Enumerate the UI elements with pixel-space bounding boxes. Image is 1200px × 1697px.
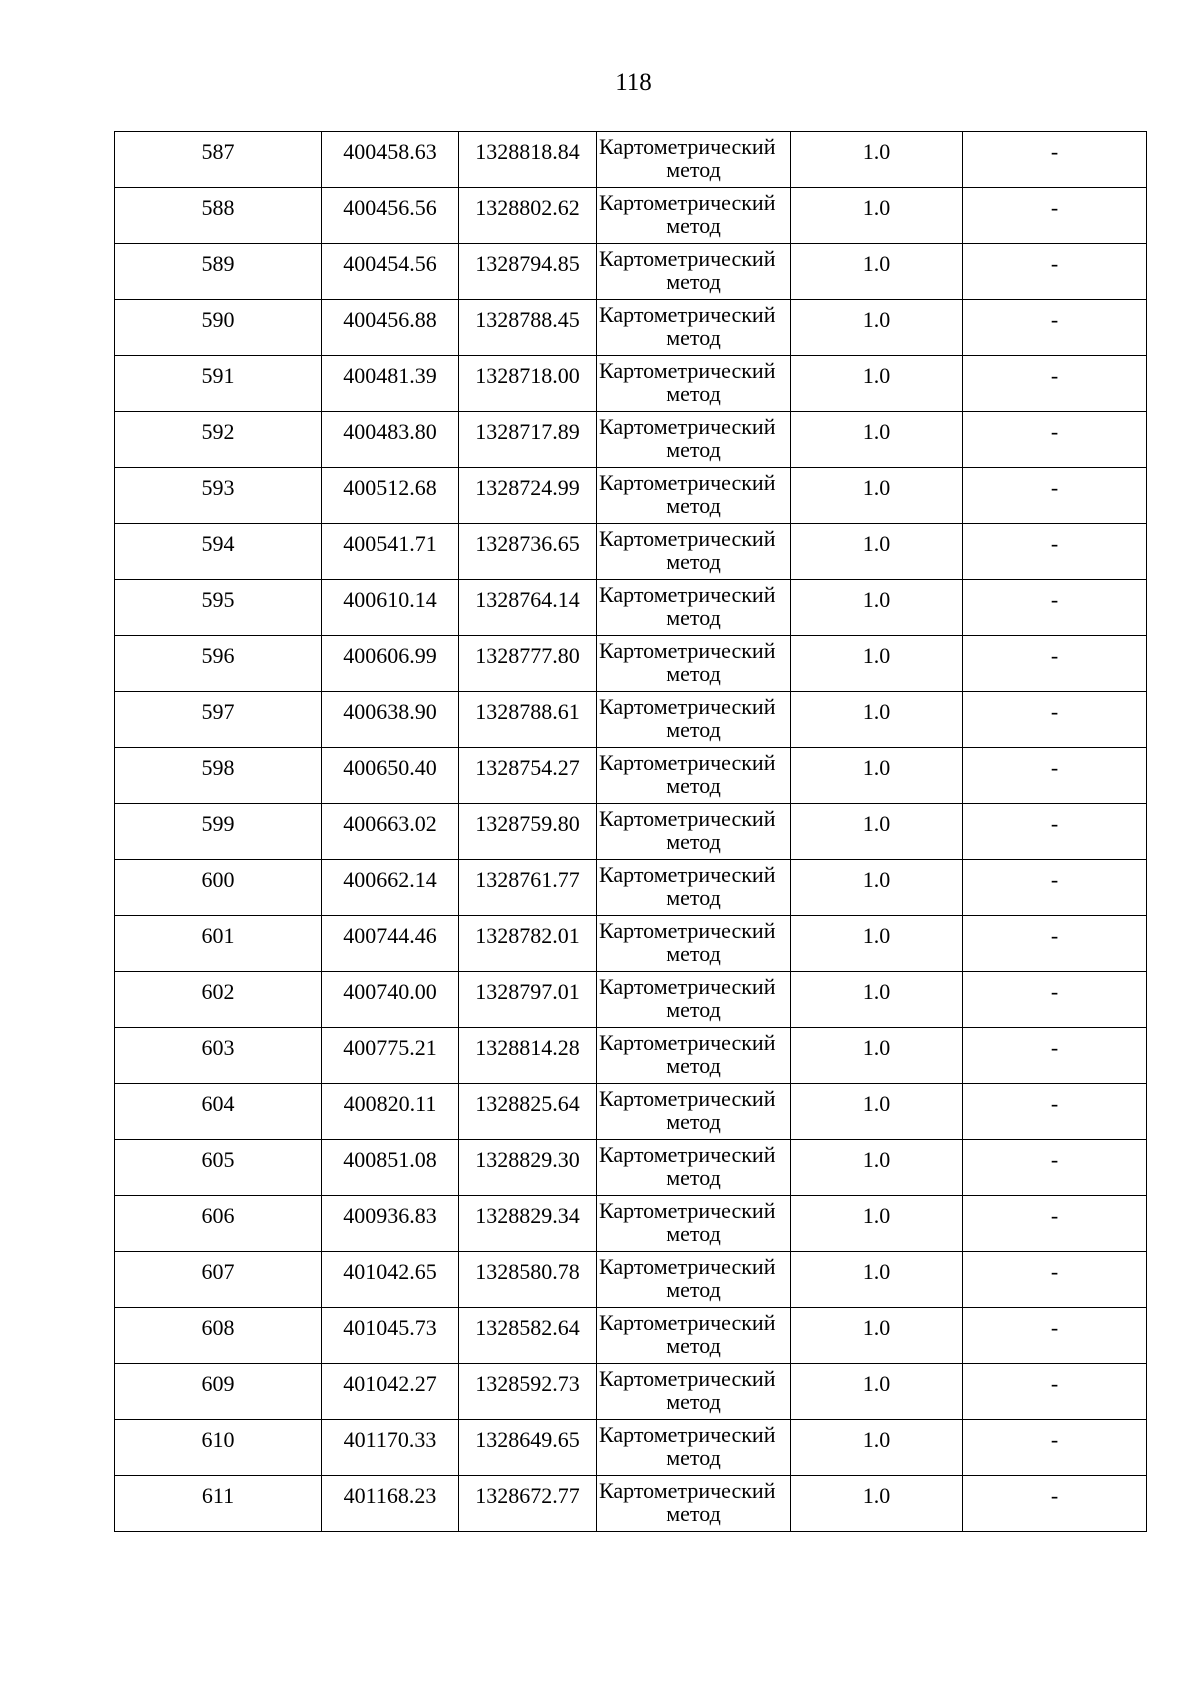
- y-coordinate-cell: 1328782.01: [459, 916, 597, 972]
- table-row: [115, 692, 1147, 748]
- accuracy-cell: 1.0: [791, 468, 963, 524]
- method-cell: [597, 972, 791, 1028]
- method-cell: [597, 1476, 791, 1532]
- accuracy-cell: 1.0: [791, 132, 963, 188]
- note-cell: -: [963, 636, 1147, 692]
- method-line-1: Картометрический: [599, 470, 776, 495]
- accuracy-cell: 1.0: [791, 188, 963, 244]
- method-line-1: Картометрический: [599, 918, 776, 943]
- method-line-2: метод: [666, 941, 721, 967]
- point-number-cell: 596: [115, 636, 322, 692]
- y-coordinate-cell: 1328814.28: [459, 1028, 597, 1084]
- method-cell: [597, 804, 791, 860]
- method-cell: [597, 356, 791, 412]
- method-line-1: Картометрический: [599, 1422, 776, 1447]
- method-line-1: Картометрический: [599, 358, 776, 383]
- y-coordinate-cell: 1328788.61: [459, 692, 597, 748]
- accuracy-cell: 1.0: [791, 1476, 963, 1532]
- point-number-cell: 591: [115, 356, 322, 412]
- y-coordinate-cell: 1328759.80: [459, 804, 597, 860]
- note-cell: -: [963, 1196, 1147, 1252]
- accuracy-cell: 1.0: [791, 636, 963, 692]
- point-number-cell: 601: [115, 916, 322, 972]
- method-line-1: Картометрический: [599, 806, 776, 831]
- method-cell: [597, 244, 791, 300]
- table-row: [115, 972, 1147, 1028]
- method-line-1: Картометрический: [599, 1086, 776, 1111]
- x-coordinate-cell: 401168.23: [322, 1476, 459, 1532]
- table-row: [115, 244, 1147, 300]
- point-number-cell: 606: [115, 1196, 322, 1252]
- point-number-cell: 598: [115, 748, 322, 804]
- note-cell: -: [963, 1140, 1147, 1196]
- note-cell: -: [963, 1364, 1147, 1420]
- x-coordinate-cell: 401170.33: [322, 1420, 459, 1476]
- x-coordinate-cell: 400650.40: [322, 748, 459, 804]
- y-coordinate-cell: 1328580.78: [459, 1252, 597, 1308]
- note-cell: -: [963, 860, 1147, 916]
- y-coordinate-cell: 1328718.00: [459, 356, 597, 412]
- method-line-1: Картометрический: [599, 694, 776, 719]
- x-coordinate-cell: 400456.56: [322, 188, 459, 244]
- table-row: [115, 468, 1147, 524]
- accuracy-cell: 1.0: [791, 580, 963, 636]
- x-coordinate-cell: 400512.68: [322, 468, 459, 524]
- note-cell: -: [963, 580, 1147, 636]
- point-number-cell: 597: [115, 692, 322, 748]
- table-row: [115, 1364, 1147, 1420]
- table-row: [115, 524, 1147, 580]
- point-number-cell: 609: [115, 1364, 322, 1420]
- accuracy-cell: 1.0: [791, 300, 963, 356]
- method-line-2: метод: [666, 605, 721, 631]
- method-cell: [597, 1196, 791, 1252]
- accuracy-cell: 1.0: [791, 412, 963, 468]
- method-cell: [597, 188, 791, 244]
- note-cell: -: [963, 524, 1147, 580]
- accuracy-cell: 1.0: [791, 244, 963, 300]
- x-coordinate-cell: 400775.21: [322, 1028, 459, 1084]
- method-line-1: Картометрический: [599, 638, 776, 663]
- note-cell: -: [963, 1476, 1147, 1532]
- point-number-cell: 607: [115, 1252, 322, 1308]
- x-coordinate-cell: 401045.73: [322, 1308, 459, 1364]
- method-line-2: метод: [666, 1501, 721, 1527]
- method-line-1: Картометрический: [599, 1254, 776, 1279]
- y-coordinate-cell: 1328788.45: [459, 300, 597, 356]
- method-line-2: метод: [666, 1333, 721, 1359]
- note-cell: -: [963, 356, 1147, 412]
- method-line-2: метод: [666, 1053, 721, 1079]
- method-line-2: метод: [666, 381, 721, 407]
- x-coordinate-cell: 401042.27: [322, 1364, 459, 1420]
- method-cell: [597, 524, 791, 580]
- method-line-2: метод: [666, 325, 721, 351]
- point-number-cell: 603: [115, 1028, 322, 1084]
- method-line-2: метод: [666, 269, 721, 295]
- method-cell: [597, 1084, 791, 1140]
- accuracy-cell: 1.0: [791, 748, 963, 804]
- accuracy-cell: 1.0: [791, 524, 963, 580]
- y-coordinate-cell: 1328754.27: [459, 748, 597, 804]
- table-row: [115, 412, 1147, 468]
- method-line-1: Картометрический: [599, 414, 776, 439]
- table-row: [115, 1420, 1147, 1476]
- point-number-cell: 611: [115, 1476, 322, 1532]
- table-row: [115, 1028, 1147, 1084]
- table-row: [115, 132, 1147, 188]
- y-coordinate-cell: 1328818.84: [459, 132, 597, 188]
- method-cell: [597, 1252, 791, 1308]
- method-line-2: метод: [666, 1165, 721, 1191]
- method-line-1: Картометрический: [599, 1198, 776, 1223]
- accuracy-cell: 1.0: [791, 1364, 963, 1420]
- note-cell: -: [963, 748, 1147, 804]
- table-row: [115, 748, 1147, 804]
- y-coordinate-cell: 1328672.77: [459, 1476, 597, 1532]
- note-cell: -: [963, 1252, 1147, 1308]
- method-line-2: метод: [666, 1445, 721, 1471]
- coordinates-table: [114, 131, 1147, 1532]
- method-cell: [597, 1028, 791, 1084]
- page-number: 118: [615, 69, 652, 96]
- note-cell: -: [963, 300, 1147, 356]
- y-coordinate-cell: 1328717.89: [459, 412, 597, 468]
- method-line-2: метод: [666, 1277, 721, 1303]
- point-number-cell: 587: [115, 132, 322, 188]
- x-coordinate-cell: 400936.83: [322, 1196, 459, 1252]
- note-cell: -: [963, 244, 1147, 300]
- method-line-1: Картометрический: [599, 750, 776, 775]
- point-number-cell: 600: [115, 860, 322, 916]
- y-coordinate-cell: 1328761.77: [459, 860, 597, 916]
- table-row: [115, 1084, 1147, 1140]
- method-line-1: Картометрический: [599, 1310, 776, 1335]
- note-cell: -: [963, 692, 1147, 748]
- y-coordinate-cell: 1328794.85: [459, 244, 597, 300]
- y-coordinate-cell: 1328797.01: [459, 972, 597, 1028]
- x-coordinate-cell: 400456.88: [322, 300, 459, 356]
- table-row: [115, 804, 1147, 860]
- y-coordinate-cell: 1328649.65: [459, 1420, 597, 1476]
- x-coordinate-cell: 400483.80: [322, 412, 459, 468]
- y-coordinate-cell: 1328736.65: [459, 524, 597, 580]
- point-number-cell: 595: [115, 580, 322, 636]
- method-cell: [597, 580, 791, 636]
- table-row: [115, 300, 1147, 356]
- point-number-cell: 590: [115, 300, 322, 356]
- note-cell: -: [963, 412, 1147, 468]
- accuracy-cell: 1.0: [791, 972, 963, 1028]
- method-line-2: метод: [666, 1389, 721, 1415]
- accuracy-cell: 1.0: [791, 916, 963, 972]
- method-cell: [597, 1308, 791, 1364]
- point-number-cell: 604: [115, 1084, 322, 1140]
- note-cell: -: [963, 1028, 1147, 1084]
- method-line-1: Картометрический: [599, 1030, 776, 1055]
- x-coordinate-cell: 400744.46: [322, 916, 459, 972]
- point-number-cell: 589: [115, 244, 322, 300]
- x-coordinate-cell: 400541.71: [322, 524, 459, 580]
- y-coordinate-cell: 1328829.30: [459, 1140, 597, 1196]
- y-coordinate-cell: 1328777.80: [459, 636, 597, 692]
- method-cell: [597, 636, 791, 692]
- accuracy-cell: 1.0: [791, 1420, 963, 1476]
- table-row: [115, 188, 1147, 244]
- method-cell: [597, 860, 791, 916]
- x-coordinate-cell: 400606.99: [322, 636, 459, 692]
- x-coordinate-cell: 401042.65: [322, 1252, 459, 1308]
- method-line-2: метод: [666, 437, 721, 463]
- method-line-2: метод: [666, 1109, 721, 1135]
- method-line-1: Картометрический: [599, 1142, 776, 1167]
- table-row: [115, 636, 1147, 692]
- point-number-cell: 602: [115, 972, 322, 1028]
- x-coordinate-cell: 400610.14: [322, 580, 459, 636]
- note-cell: -: [963, 804, 1147, 860]
- x-coordinate-cell: 400662.14: [322, 860, 459, 916]
- table-row: [115, 1252, 1147, 1308]
- coordinates-table-body: [115, 132, 1147, 1532]
- table-row: [115, 916, 1147, 972]
- x-coordinate-cell: 400458.63: [322, 132, 459, 188]
- note-cell: -: [963, 1084, 1147, 1140]
- x-coordinate-cell: 400851.08: [322, 1140, 459, 1196]
- method-line-2: метод: [666, 661, 721, 687]
- y-coordinate-cell: 1328724.99: [459, 468, 597, 524]
- note-cell: -: [963, 916, 1147, 972]
- method-line-2: метод: [666, 493, 721, 519]
- point-number-cell: 594: [115, 524, 322, 580]
- accuracy-cell: 1.0: [791, 1028, 963, 1084]
- table-row: [115, 1140, 1147, 1196]
- point-number-cell: 593: [115, 468, 322, 524]
- accuracy-cell: 1.0: [791, 1252, 963, 1308]
- method-cell: [597, 916, 791, 972]
- method-line-2: метод: [666, 773, 721, 799]
- point-number-cell: 588: [115, 188, 322, 244]
- accuracy-cell: 1.0: [791, 1084, 963, 1140]
- method-line-1: Картометрический: [599, 526, 776, 551]
- method-cell: [597, 468, 791, 524]
- method-cell: [597, 300, 791, 356]
- y-coordinate-cell: 1328582.64: [459, 1308, 597, 1364]
- x-coordinate-cell: 400740.00: [322, 972, 459, 1028]
- y-coordinate-cell: 1328764.14: [459, 580, 597, 636]
- method-line-1: Картометрический: [599, 1366, 776, 1391]
- note-cell: -: [963, 132, 1147, 188]
- method-cell: [597, 132, 791, 188]
- method-line-2: метод: [666, 549, 721, 575]
- table-row: [115, 356, 1147, 412]
- accuracy-cell: 1.0: [791, 692, 963, 748]
- table-row: [115, 1308, 1147, 1364]
- method-line-2: метод: [666, 717, 721, 743]
- point-number-cell: 592: [115, 412, 322, 468]
- y-coordinate-cell: 1328829.34: [459, 1196, 597, 1252]
- method-line-2: метод: [666, 213, 721, 239]
- method-cell: [597, 748, 791, 804]
- note-cell: -: [963, 972, 1147, 1028]
- method-cell: [597, 692, 791, 748]
- y-coordinate-cell: 1328592.73: [459, 1364, 597, 1420]
- x-coordinate-cell: 400820.11: [322, 1084, 459, 1140]
- x-coordinate-cell: 400638.90: [322, 692, 459, 748]
- method-line-1: Картометрический: [599, 1478, 776, 1503]
- point-number-cell: 608: [115, 1308, 322, 1364]
- y-coordinate-cell: 1328802.62: [459, 188, 597, 244]
- method-line-2: метод: [666, 157, 721, 183]
- method-line-2: метод: [666, 997, 721, 1023]
- method-line-1: Картометрический: [599, 190, 776, 215]
- method-line-1: Картометрический: [599, 246, 776, 271]
- accuracy-cell: 1.0: [791, 356, 963, 412]
- accuracy-cell: 1.0: [791, 860, 963, 916]
- method-line-1: Картометрический: [599, 974, 776, 999]
- method-cell: [597, 1420, 791, 1476]
- table-row: [115, 1196, 1147, 1252]
- x-coordinate-cell: 400663.02: [322, 804, 459, 860]
- y-coordinate-cell: 1328825.64: [459, 1084, 597, 1140]
- note-cell: -: [963, 468, 1147, 524]
- method-line-2: метод: [666, 1221, 721, 1247]
- method-line-1: Картометрический: [599, 134, 776, 159]
- method-cell: [597, 1140, 791, 1196]
- accuracy-cell: 1.0: [791, 1308, 963, 1364]
- accuracy-cell: 1.0: [791, 1196, 963, 1252]
- method-line-1: Картометрический: [599, 862, 776, 887]
- note-cell: -: [963, 1420, 1147, 1476]
- point-number-cell: 605: [115, 1140, 322, 1196]
- x-coordinate-cell: 400481.39: [322, 356, 459, 412]
- point-number-cell: 610: [115, 1420, 322, 1476]
- table-row: [115, 1476, 1147, 1532]
- note-cell: -: [963, 188, 1147, 244]
- method-line-2: метод: [666, 829, 721, 855]
- table-row: [115, 860, 1147, 916]
- x-coordinate-cell: 400454.56: [322, 244, 459, 300]
- method-line-2: метод: [666, 885, 721, 911]
- point-number-cell: 599: [115, 804, 322, 860]
- method-line-1: Картометрический: [599, 302, 776, 327]
- table-row: [115, 580, 1147, 636]
- method-line-1: Картометрический: [599, 582, 776, 607]
- method-cell: [597, 1364, 791, 1420]
- method-cell: [597, 412, 791, 468]
- note-cell: -: [963, 1308, 1147, 1364]
- accuracy-cell: 1.0: [791, 804, 963, 860]
- accuracy-cell: 1.0: [791, 1140, 963, 1196]
